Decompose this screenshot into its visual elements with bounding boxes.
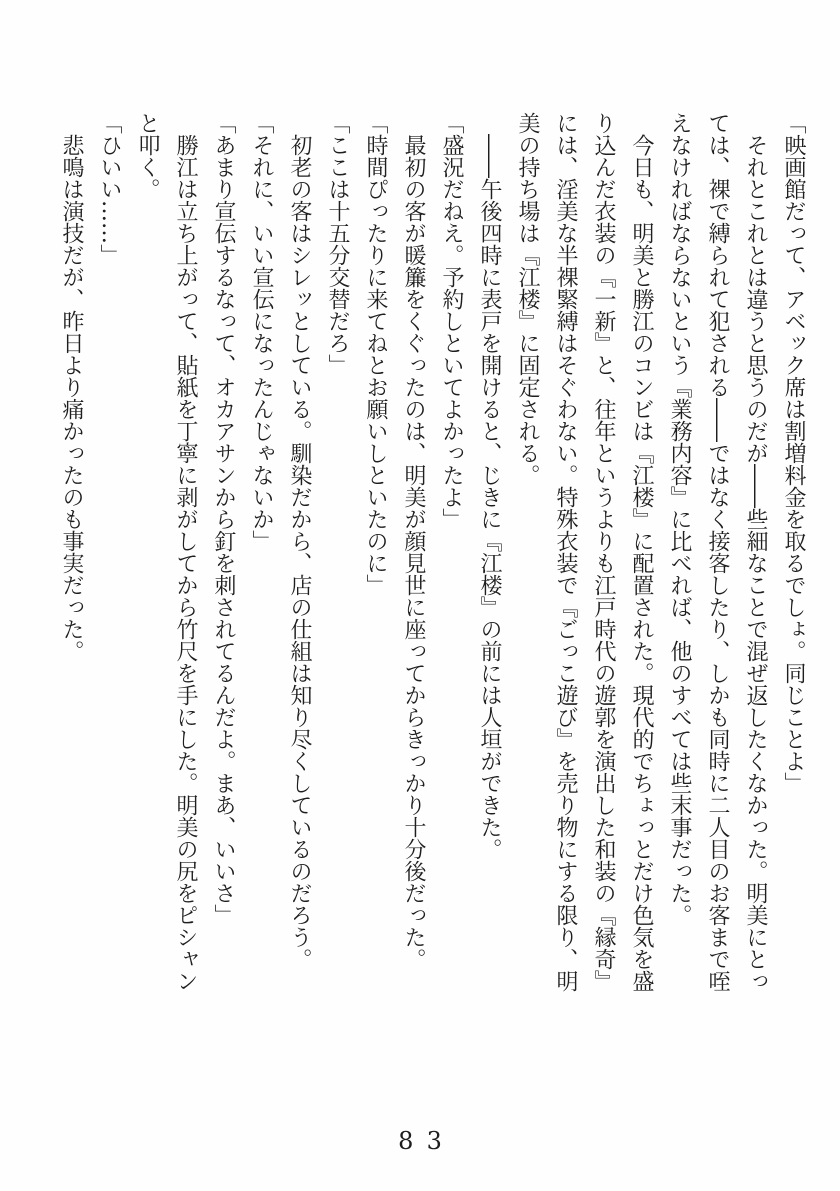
dialogue-paragraph: 「盛況だねえ。予約しといてよかったよ」 [439, 112, 464, 530]
vertical-text-block [50, 112, 812, 998]
narrative-paragraph: それとこれとは違うと思うのだが――些細なことで混ぜ返したくなかった。明美にとっては、裸で縛られて犯される――ではなく接客したり、しかも同時に二人目のお客まで咥えなければならないという『業務内容』に比べれば、他のすべては些末事だった。 [667, 112, 768, 992]
narrative-paragraph: 今日も、明美と勝江のコンビは『江楼』に配置された。現代的でちょっとだけ色気を盛り込んだ衣装の『一新』と、往年というよりも江戸時代の遊郭を演出した和装の『縁奇』には、淫美な半裸緊縛はそぐわない。特殊衣装で『ごっこ遊び』を売り物にする限り、明美の持ち場は『江楼』に固定される。 [515, 112, 654, 992]
narrative-paragraph: 初老の客はシレッとしている。馴染だから、店の仕組は知り尽くしているのだろう。 [287, 134, 312, 970]
page-number: 83 [398, 1127, 456, 1155]
dialogue-paragraph: 「あまり宣伝するなって、オカアサンから釘を刺されてるんだよ。まあ、いいさ」 [211, 112, 236, 926]
narrative-paragraph: 悲鳴は演技だが、昨日より痛かったのも事実だった。 [59, 134, 84, 662]
dialogue-paragraph: 「ひいい……」 [97, 112, 122, 266]
narrative-paragraph: 勝江は立ち上がって、貼紙を丁寧に剥がしてから竹尺を手にした。明美の尻をピシャンと叩く。 [135, 112, 198, 992]
narrative-paragraph: ――午後四時に表戸を開けると、じきに『江楼』の前には人垣ができた。 [477, 134, 502, 860]
dialogue-paragraph: 「ここは十五分交替だろ」 [325, 112, 350, 376]
dialogue-paragraph: 「映画館だって、アベック席は割増料金を取るでしょ。同じことよ」 [781, 112, 806, 794]
dialogue-paragraph: 「時間ぴったりに来てねとお願いしといたのに」 [363, 112, 388, 596]
narrative-paragraph: 最初の客が暖簾をくぐったのは、明美が顔見世に座ってからきっかり十分後だった。 [401, 134, 426, 970]
dialogue-paragraph: 「それに、いい宣伝になったんじゃないか」 [249, 112, 274, 552]
